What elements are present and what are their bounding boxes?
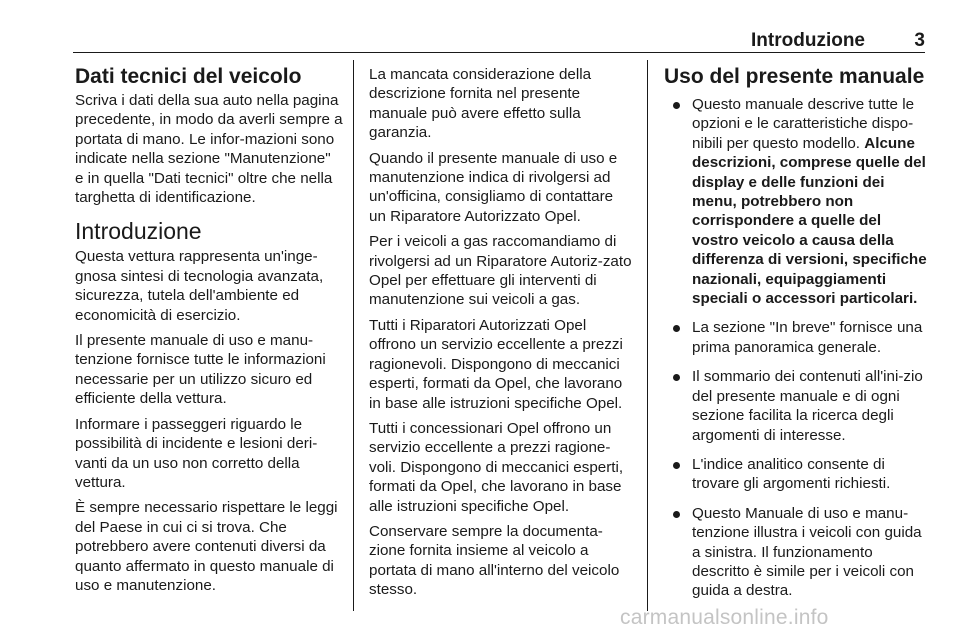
column-2 (369, 65, 633, 606)
bullet-list (664, 95, 928, 601)
bullet-item (664, 95, 928, 308)
bullet-item (664, 504, 928, 601)
section-heading-manual-usage: Uso del presente manuale (664, 65, 925, 88)
body-paragraph: Conservare sempre la documenta-zione fornita insieme al veicolo a portata di mano all'interno del veicolo stesso. (369, 522, 620, 599)
section-heading-introduction: Introduzione (75, 218, 202, 245)
bullet-icon (673, 325, 680, 332)
column-divider-right (647, 60, 648, 611)
body-paragraph: La mancata considerazione della descrizione fornita nel presente manuale può avere effetto sulla garanzia. (369, 66, 592, 142)
bullet-icon (673, 462, 680, 469)
watermark: carmanualsonline.info (620, 606, 829, 629)
body-paragraph: Tutti i concessionari Opel offrono un servizio eccellente a prezzi ragione-voli. Dispongono di meccanici esperti, formati da Opel, che lavorano in base alle istruzioni specifiche Opel. (369, 419, 624, 515)
column-divider-left (353, 60, 354, 611)
bullet-icon (673, 511, 680, 518)
bullet-text: L'indice analitico consente di trovare gli argomenti richiesti. (692, 455, 891, 493)
bullet-item (664, 318, 928, 357)
body-paragraph: Tutti i Riparatori Autorizzati Opel offrono un servizio eccellente a prezzi ragionevoli. Dispongono di meccanici esperti, formati da Opel, che lavorano in base alle istruzioni specifiche Opel. (369, 316, 623, 412)
header-title: Introduzione (751, 30, 865, 51)
bullet-item (664, 455, 928, 494)
intro-paragraph: Informare i passeggeri riguardo le possibilità di incidente e lesioni deri-vanti da un uso non corretto della vettura. (75, 415, 318, 491)
section-heading-vehicle-data: Dati tecnici del veicolo (75, 65, 302, 88)
page-header (73, 30, 925, 52)
bullet-text: La sezione "In breve" fornisce una prima panoramica generale. (692, 319, 923, 356)
bullet-text: Questo Manuale di uso e manu-tenzione illustra i veicoli con guida a sinistra. Il funzionamento descritto è simile per i veicoli con guida a destra. (692, 504, 922, 600)
intro-paragraph: Il presente manuale di uso e manu-tenzione fornisce tutte le informazioni necessarie per un utilizzo sicuro ed efficiente della vettura. (75, 332, 326, 408)
intro-paragraph: È sempre necessario rispettare le leggi del Paese in cui ci si trova. Che potrebbero avere contenuti diversi da quanto affermato in questo manuale di uso e manutenzione. (75, 499, 338, 594)
bullet-text: Il sommario dei contenuti all'ini-zio del presente manuale e di ogni sezione facilita la ricerca degli argomenti di interesse. (692, 368, 923, 444)
body-paragraph: Quando il presente manuale di uso e manutenzione indica di rivolgersi ad un'officina, consigliamo di contattare un Riparatore Autorizzato Opel. (369, 149, 618, 225)
page-number: 3 (914, 30, 925, 51)
bullet-item (664, 367, 928, 445)
bullet-icon (673, 102, 680, 109)
bullet-bold-text: Alcune descrizioni, comprese quelle del display e delle funzioni dei menu, potrebbero non corrispondere a quelle del vostro veicolo a causa della differenza di versioni, specifiche nazionali, equipaggiamenti speciali o accessori particolari. (692, 134, 927, 308)
vehicle-data-text: Scriva i dati della sua auto nella pagina precedente, in modo da averli sempre a portata di mano. Le infor-mazioni sono indicate nella sezione "Manutenzione" e in quella "Dati tecnici" oltre che nella targhetta di identificazione. (75, 92, 343, 207)
header-rule (73, 52, 925, 53)
bullet-icon (673, 374, 680, 381)
bullet-text: Questo manuale descrive tutte le opzioni e le caratteristiche dispo-nibili per questo modello. (692, 96, 915, 152)
column-3 (664, 60, 928, 611)
body-paragraph: Per i veicoli a gas raccomandiamo di rivolgersi ad un Riparatore Autoriz-zato Opel per effettuare gli interventi di manutenzione sui veicoli a gas. (369, 233, 632, 309)
column-1 (75, 60, 343, 601)
intro-paragraph: Questa vettura rappresenta un'inge-gnosa sintesi di tecnologia avanzata, sicurezza, tutela dell'ambiente ed economicità di esercizio. (75, 248, 324, 324)
